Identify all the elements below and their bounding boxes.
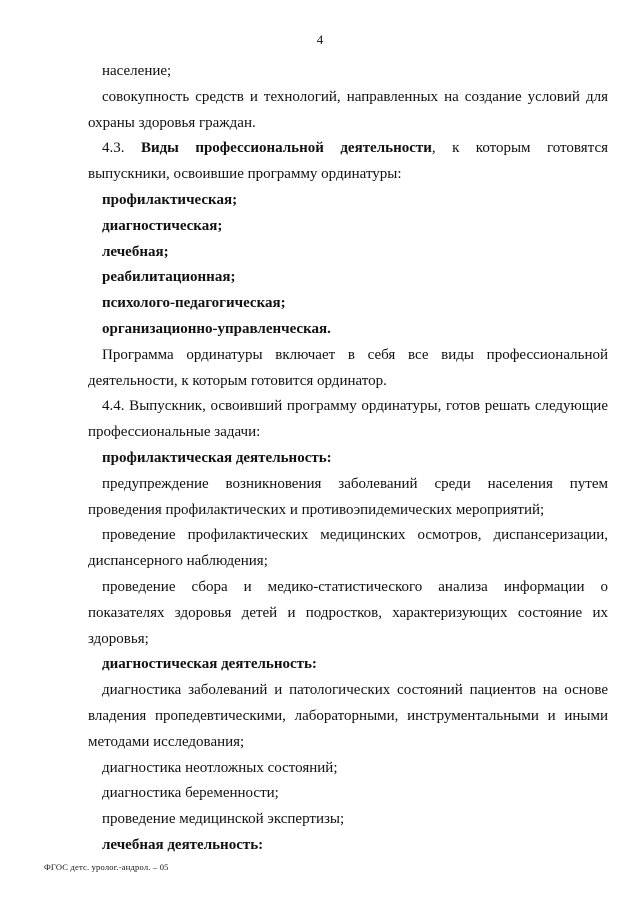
heading-prevention: профилактическая деятельность: [102, 449, 332, 466]
activity-types-rest: , к которым готовятся выпускники, освоившие программу ординатуры: [88, 140, 608, 183]
activity-type-item: организационно-управленческая. [102, 320, 331, 337]
activity-types-list [88, 188, 608, 343]
prevention-task: проведение профилактических медицинских осмотров, диспансеризации, диспансерного наблюдения; [88, 527, 608, 570]
activity-type-item: диагностическая; [102, 217, 223, 234]
diagnostic-task: диагностика беременности; [102, 785, 279, 802]
activity-type-item: реабилитационная; [102, 269, 236, 286]
prevention-task: предупреждение возникновения заболеваний среди населения путем проведения профилактических и противоэпидемических мероприятий; [88, 475, 608, 518]
paragraph-population: население; [102, 63, 172, 79]
prevention-task: проведение сбора и медико-статистического анализа информации о показателях здоровья детей и подростков, характеризующих состояние их здоровья; [88, 578, 608, 647]
activity-types-term: Виды профессиональной деятельности [140, 140, 432, 157]
paragraph-graduate-tasks: 4.4. Выпускник, освоивший программу ординатуры, готов решать следующие профессиональные задачи: [88, 398, 608, 441]
diagnostic-task: диагностика заболеваний и патологических состояний пациентов на основе владения пропедевтическими, лабораторными, инструментальными и иными методами исследования; [88, 682, 608, 750]
diagnostic-task: проведение медицинской экспертизы; [102, 811, 345, 828]
diagnostic-task: диагностика неотложных состояний; [102, 759, 338, 776]
activity-type-item: профилактическая; [102, 191, 238, 208]
activity-type-item: психолого-педагогическая; [102, 295, 286, 312]
section-number: 4.3. [102, 140, 125, 157]
paragraph-technologies: совокупность средств и технологий, направленных на создание условий для охраны здоровья граждан. [88, 88, 608, 131]
paragraph-program-includes: Программа ординатуры включает в себя все виды профессиональной деятельности, к которым готовится ординатор. [88, 346, 608, 389]
document-body [88, 59, 608, 859]
activity-type-item: лечебная; [102, 243, 169, 260]
page-number: 4 [316, 32, 324, 47]
heading-treatment: лечебная деятельность: [102, 836, 264, 853]
heading-diagnostic: диагностическая деятельность: [102, 656, 317, 673]
paragraph-activity-types-intro [88, 136, 608, 188]
footer-code: ФГОС детс. уролог.-андрол. – 05 [44, 862, 169, 872]
